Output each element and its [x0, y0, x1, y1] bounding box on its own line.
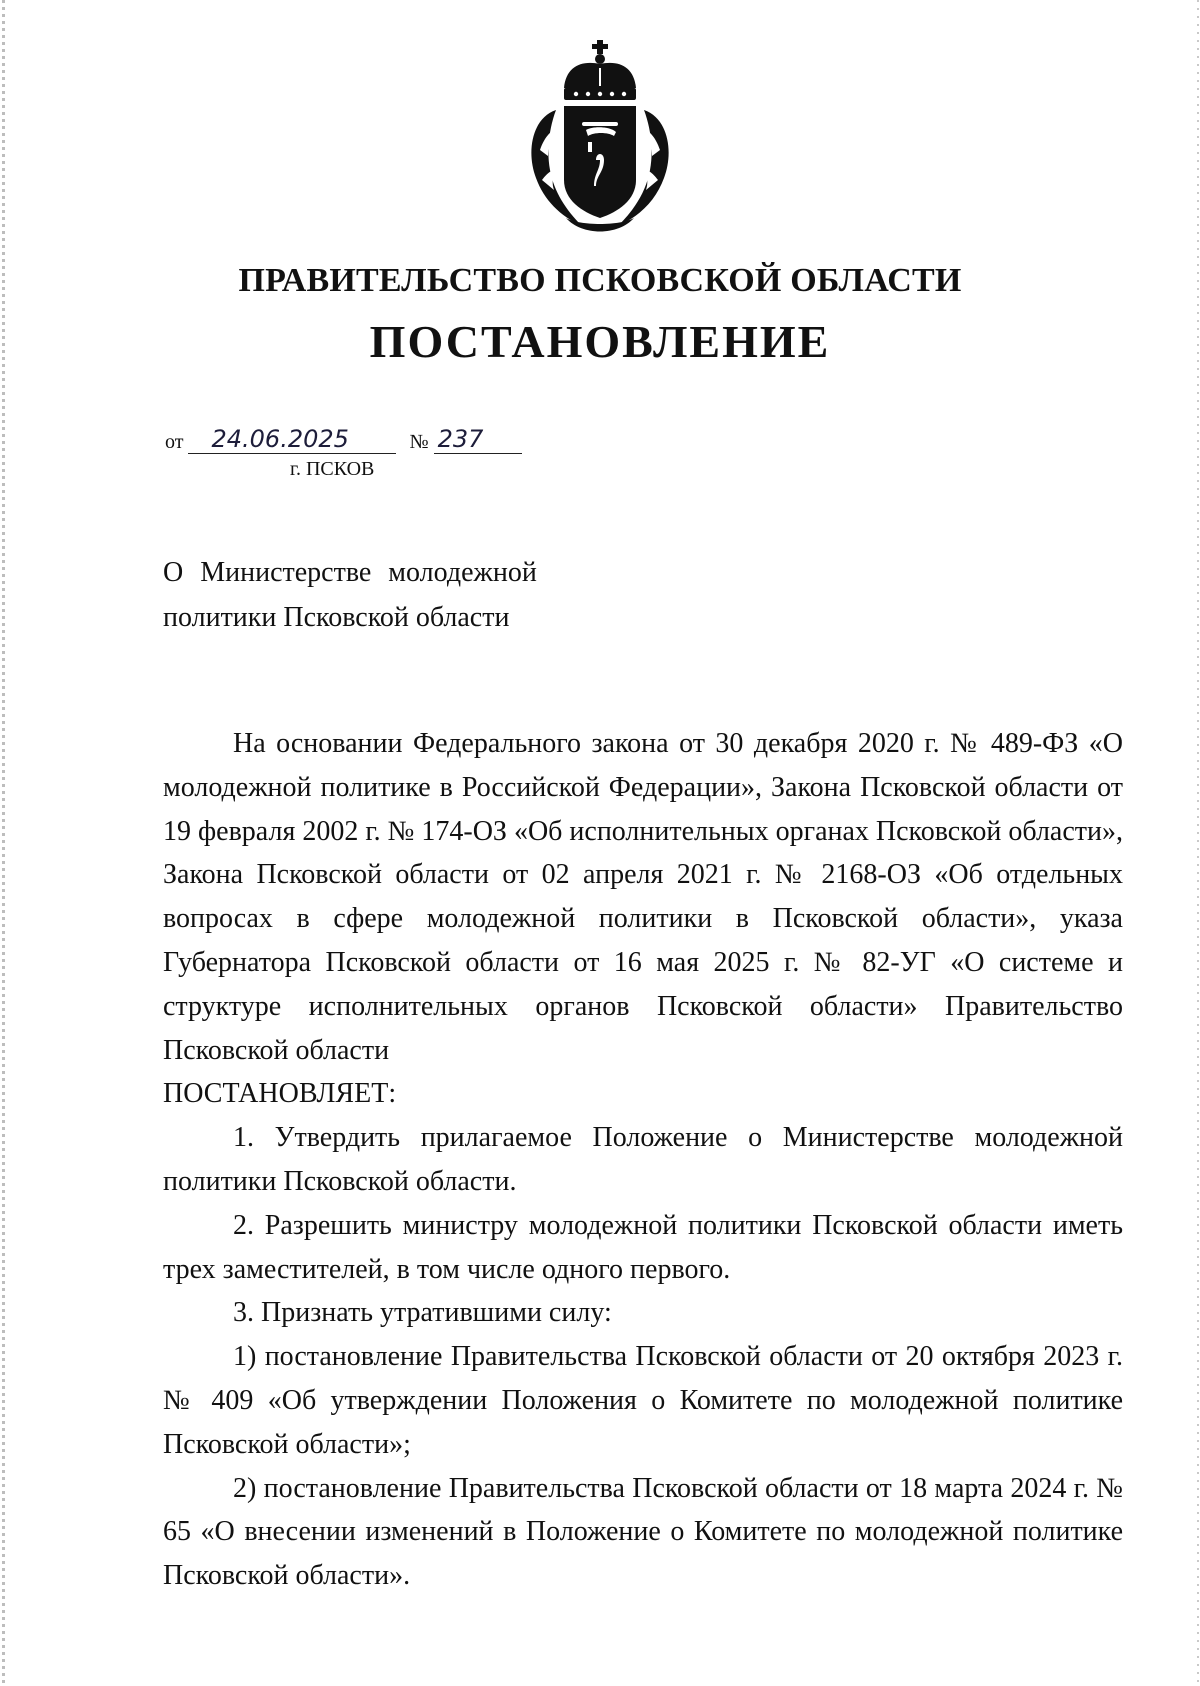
pskov-coat-of-arms-emblem — [526, 40, 674, 236]
resolution-item-1: 1. Утвердить прилагаемое Положение о Министерстве молодежной политики Псковской области. — [163, 1122, 1123, 1197]
subject-line-1: О Министерстве молодежной — [163, 557, 537, 588]
document-type-title: ПОСТАНОВЛЕНИЕ — [369, 316, 831, 367]
date-label: от — [165, 431, 184, 453]
resolution-item-2: 2. Разрешить министру молодежной политики Псковской области иметь трех заместителей, в том числе одного первого. — [163, 1209, 1123, 1285]
repealed-act-2: 2) постановление Правительства Псковской области от 18 марта 2024 г. № 65 «О внесении изменений в Положение о Комитете по молодежной политике Псковской области». — [163, 1472, 1123, 1592]
date-number-line — [165, 425, 522, 459]
document-date: 24.06.2025 — [188, 425, 396, 454]
preamble-paragraph: На основании Федерального закона от 30 декабря 2020 г. № 489-ФЗ «О молодежной политике в Российской Федерации», Закона Псковской области от 19 февраля 2002 г. № 174-ОЗ «Об исполнительных органах Псковской области», Закона Псковской области от 02 апреля 2021 г. № 2168-ОЗ «Об отдельных вопросах в сфере молодежной политики в Псковской области», указа Губернатора Псковской области от 16 мая 2025 г. № 82-УГ «О системе и структуре исполнительных органов Псковской области» Правительство Псковской области — [163, 728, 1123, 1066]
scan-edge-right — [1197, 0, 1199, 1686]
scan-edge-left — [2, 0, 5, 1686]
document-body — [163, 722, 1123, 1598]
city-label: г. ПСКОВ — [290, 458, 375, 480]
resolves-heading: ПОСТАНОВЛЯЕТ: — [163, 1078, 397, 1110]
subject-line-2: политики Псковской области — [163, 602, 510, 633]
repealed-act-1: 1) постановление Правительства Псковской области от 20 октября 2023 г. № 409 «Об утверждении Положения о Комитете по молодежной политике Псковской области»; — [163, 1341, 1123, 1460]
resolution-item-3: 3. Признать утратившими силу: — [233, 1297, 612, 1329]
document-number: 237 — [434, 425, 522, 454]
document-subject — [163, 550, 537, 640]
number-label: № — [409, 431, 429, 453]
organization-title: ПРАВИТЕЛЬСТВО ПСКОВСКОЙ ОБЛАСТИ — [238, 262, 962, 299]
